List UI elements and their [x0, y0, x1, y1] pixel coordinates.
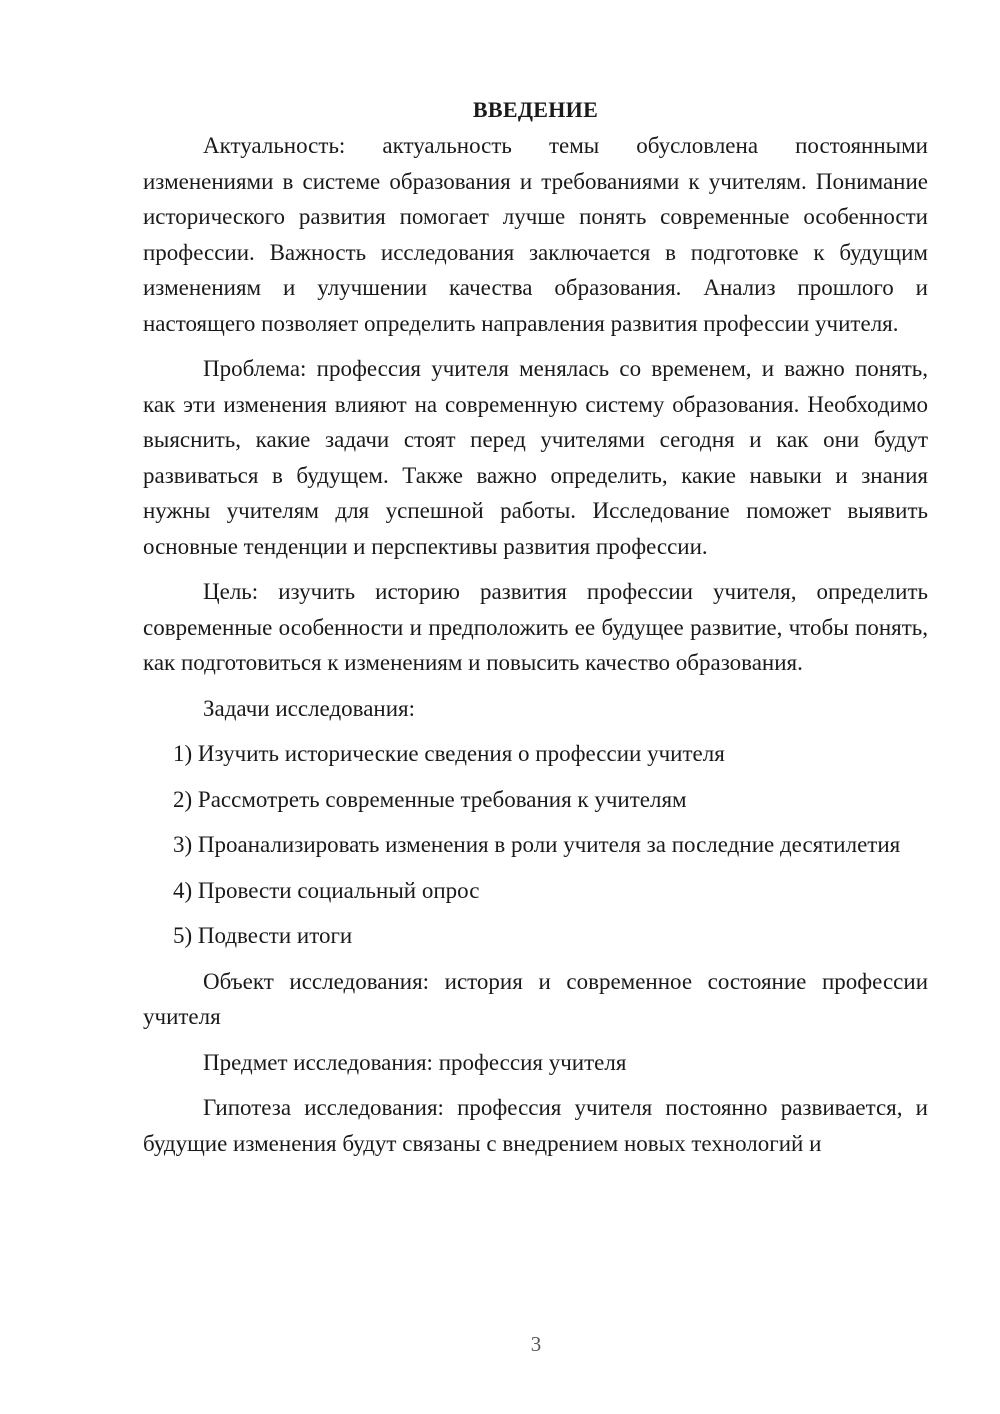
task-item-5: 5) Подвести итоги: [173, 923, 353, 948]
hypothesis-paragraph: Гипотеза исследования: профессия учителя постоянно развивается, и будущие изменения будут связаны с внедрением новых технологий и: [143, 1095, 928, 1156]
section-heading: ВВЕДЕНИЕ: [472, 97, 599, 122]
task-item-4: 4) Провести социальный опрос: [173, 877, 480, 903]
object-paragraph: Объект исследования: история и современное состояние профессии учителя: [143, 968, 928, 1029]
problem-paragraph: Проблема: профессия учителя менялась со временем, и важно понять, как эти изменения влияют на современную систему образования. Необходимо выяснить, какие задачи стоят перед учителями сегодня и как они будут развиваться в будущем. Также важно определить, какие навыки и знания нужны учителям для успешной работы. Исследование поможет выявить основные тенденции и перспективы развития профессии.: [143, 356, 928, 559]
task-item-1: 1) Изучить исторические сведения о профессии учителя: [173, 741, 725, 766]
subject-paragraph: Предмет исследования: профессия учителя: [203, 1049, 627, 1075]
goal-paragraph: Цель: изучить историю развития профессии учителя, определить современные особенности и предположить ее будущее развитие, чтобы понять, как подготовиться к изменениям и повысить качество образования.: [143, 579, 928, 675]
relevance-paragraph: Актуальность: актуальность темы обусловлена постоянными изменениями в системе образования и требованиями к учителям. Понимание исторического развития помогает лучше понять современные особенности профессии. Важность исследования заключается в подготовке к будущим изменениям и улучшении качества образования. Анализ прошлого и настоящего позволяет определить направления развития профессии учителя.: [143, 133, 928, 336]
tasks-title: Задачи исследования:: [203, 695, 416, 721]
task-item-2: 2) Рассмотреть современные требования к учителям: [173, 786, 687, 812]
task-item-3: 3) Проанализировать изменения в роли учителя за последние десятилетия: [173, 832, 901, 857]
page-number: 3: [530, 1332, 542, 1356]
page-content: [143, 92, 928, 1171]
